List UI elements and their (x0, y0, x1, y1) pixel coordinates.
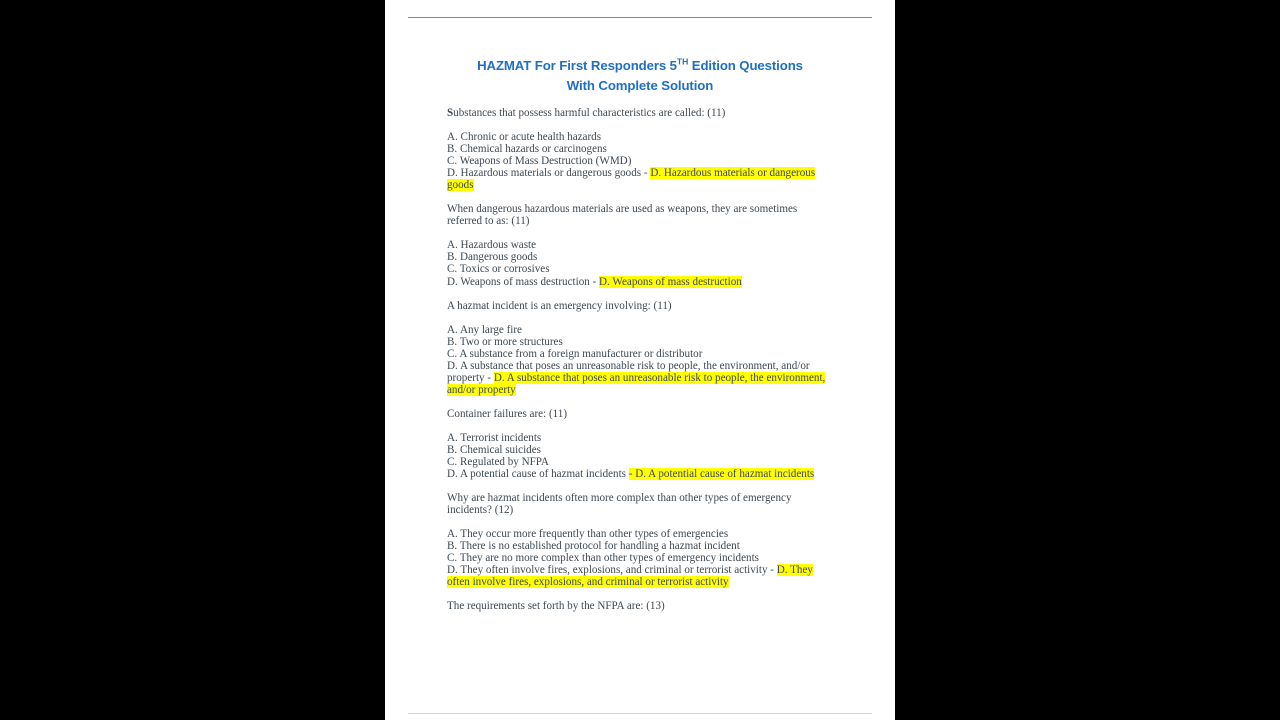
option-d-with-answer (447, 468, 835, 480)
question-prompt (447, 107, 835, 119)
option-a: A. They occur more frequently than other types of emergencies (447, 528, 729, 541)
option-d-with-answer (447, 276, 835, 288)
option-c: C. Toxics or corrosives (447, 263, 550, 276)
question-lead-capital: S (447, 107, 454, 119)
option-d-text: D. They often involve fires, explosions, and criminal or terrorist activity - (447, 564, 777, 577)
question-prompt: Why are hazmat incidents often more complex than other types of emergency incidents? (12) (447, 492, 792, 517)
question-block (447, 107, 835, 191)
spacer (447, 588, 835, 600)
question-prompt: Container failures are: (11) (447, 407, 568, 420)
spacer (447, 312, 835, 324)
option-c: C. Regulated by NFPA (447, 456, 549, 469)
option-c: C. A substance from a foreign manufacturer or distributor (447, 347, 703, 360)
question-prompt: When dangerous hazardous materials are used as weapons, they are sometimes referred to as: (11) (447, 203, 798, 228)
trailing-question-prompt: The requirements set forth by the NFPA are: (13) (447, 600, 665, 613)
option-c: C. Weapons of Mass Destruction (WMD) (447, 155, 632, 168)
questions-body (385, 95, 895, 613)
question-block (447, 408, 835, 480)
page-title-part-1: HAZMAT For First Responders 5 (477, 58, 677, 73)
option-d-with-answer (447, 167, 835, 191)
spacer (447, 420, 835, 432)
option-a: A. Terrorist incidents (447, 431, 542, 444)
page-title-superscript: TH (676, 56, 689, 67)
option-c: C. They are no more complex than other types of emergency incidents (447, 552, 759, 565)
page-content (385, 0, 895, 613)
spacer (447, 119, 835, 131)
spacer (447, 288, 835, 300)
question-block (447, 492, 835, 588)
option-b: B. Chemical suicides (447, 443, 541, 456)
option-b: B. Chemical hazards or carcinogens (447, 143, 607, 156)
option-a: A. Chronic or acute health hazards (447, 131, 602, 144)
question-prompt-text: ubstances that possess harmful characteristics are called: (11) (453, 107, 726, 119)
option-d-text: D. Hazardous materials or dangerous goods - (447, 167, 651, 180)
answer-highlight: - D. A potential cause of hazmat incidents (628, 468, 815, 481)
option-b: B. Dangerous goods (447, 251, 538, 264)
option-d-with-answer (447, 564, 835, 588)
option-a: A. Hazardous waste (447, 239, 537, 252)
spacer (447, 191, 835, 203)
spacer (447, 396, 835, 408)
spacer (447, 516, 835, 528)
answer-highlight: D. Weapons of mass destruction (599, 275, 742, 288)
answer-highlight: D. A substance that poses an unreasonable risk to people, the environment, and/or property (447, 371, 826, 396)
document-page (385, 0, 895, 720)
page-title-line-2: With Complete Solution (566, 77, 714, 93)
spacer (447, 95, 835, 107)
spacer (447, 480, 835, 492)
option-b: B. There is no established protocol for handling a hazmat incident (447, 540, 740, 553)
question-block (447, 300, 835, 396)
question-prompt: A hazmat incident is an emergency involving: (11) (447, 299, 672, 312)
option-d-text: D. A substance that poses an unreasonable risk to people, the environment, and/or property - (447, 359, 810, 384)
option-b: B. Two or more structures (447, 335, 563, 348)
page-title (385, 0, 895, 95)
option-d-text: D. A potential cause of hazmat incidents (447, 468, 629, 481)
option-d-with-answer (447, 360, 835, 396)
page-title-part-2: Edition Questions (688, 58, 803, 73)
question-block (447, 203, 835, 287)
option-d-text: D. Weapons of mass destruction - (447, 275, 600, 288)
spacer (447, 227, 835, 239)
answer-highlight: D. They often involve fires, explosions, and criminal or terrorist activity (447, 564, 813, 589)
option-a: A. Any large fire (447, 323, 522, 336)
answer-highlight: D. Hazardous materials or dangerous goods (447, 167, 816, 192)
page-footer-rule (408, 713, 872, 714)
